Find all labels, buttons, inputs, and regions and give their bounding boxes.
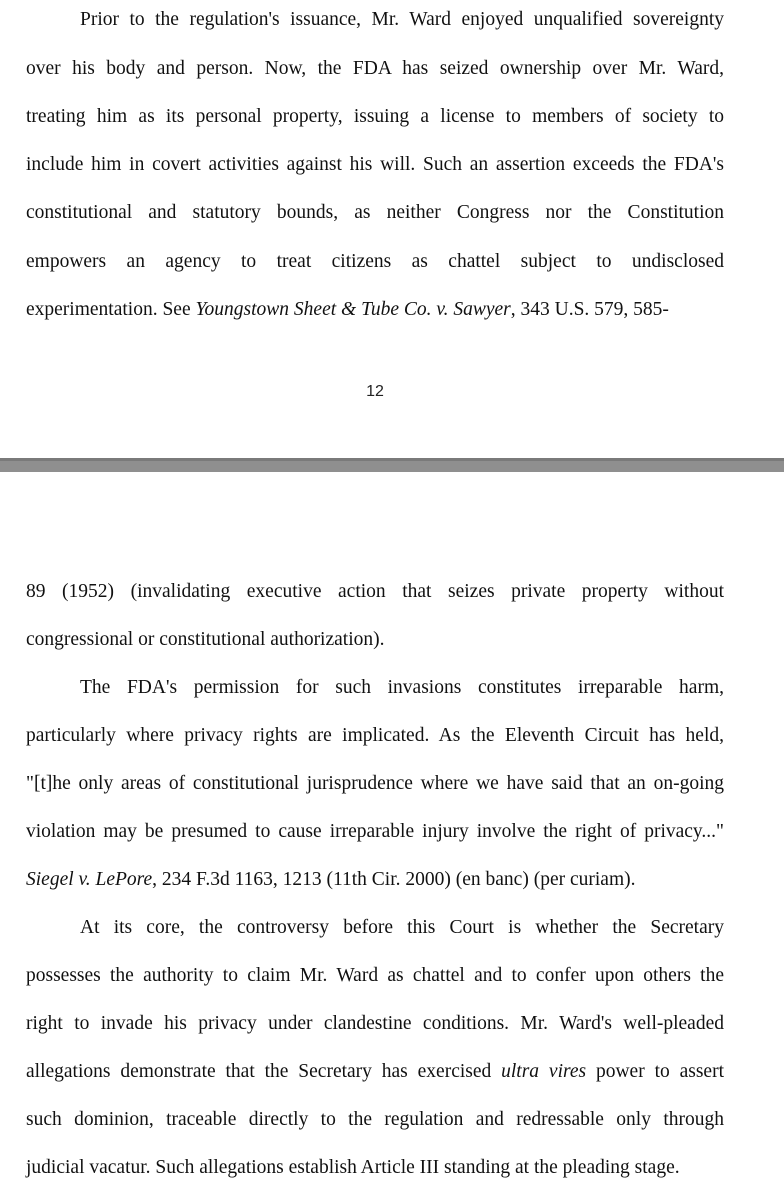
text-line: possesses the authority to claim Mr. Ward as chattel and to confer upon others the [26, 965, 724, 986]
text-line: violation may be presumed to cause irreparable injury involve the right of privacy..." [26, 821, 724, 842]
page-break-divider [0, 458, 784, 472]
text-line: constitutional and statutory bounds, as neither Congress nor the Constitution [26, 202, 724, 223]
text-line: include him in covert activities against his will. Such an assertion exceeds the FDA's [26, 154, 724, 175]
case-name-italic: Youngstown Sheet & Tube Co. v. Sawyer [195, 299, 511, 320]
text-line-citation [26, 298, 724, 322]
text-line: congressional or constitutional authorization). [26, 629, 385, 650]
text-run: experimentation. See [26, 299, 196, 320]
document-page-13 [0, 472, 784, 1200]
page-number: 12 [366, 383, 384, 400]
text-line: 89 (1952) (invalidating executive action that seizes private property without [26, 581, 724, 602]
text-line: Prior to the regulation's issuance, Mr. Ward enjoyed unqualified sovereignty [80, 9, 724, 30]
text-line: The FDA's permission for such invasions constitutes irreparable harm, [80, 677, 724, 698]
text-line: particularly where privacy rights are implicated. As the Eleventh Circuit has held, [26, 725, 724, 746]
text-line: right to invade his privacy under clandestine conditions. Mr. Ward's well-pleaded [26, 1013, 724, 1034]
text-line-ultra-vires [26, 1060, 724, 1084]
case-name-italic: Siegel v. LePore [26, 869, 153, 890]
text-line: over his body and person. Now, the FDA has seized ownership over Mr. Ward, [26, 58, 724, 79]
text-line: such dominion, traceable directly to the regulation and redressable only through [26, 1109, 724, 1130]
text-run: , 343 U.S. 579, 585- [510, 299, 669, 320]
text-line: judicial vacatur. Such allegations establish Article III standing at the pleading stage. [26, 1157, 680, 1178]
text-line: treating him as its personal property, issuing a license to members of society to [26, 106, 724, 127]
text-run: power to assert [586, 1061, 724, 1082]
document-page-12 [0, 0, 784, 458]
latin-term-italic: ultra vires [501, 1061, 587, 1082]
text-line-citation [26, 868, 724, 892]
text-run: , 234 F.3d 1163, 1213 (11th Cir. 2000) (en banc) (per curiam). [152, 869, 636, 890]
text-line: empowers an agency to treat citizens as chattel subject to undisclosed [26, 251, 724, 272]
text-line: "[t]he only areas of constitutional jurisprudence where we have said that an on-going [26, 773, 724, 794]
text-run: allegations demonstrate that the Secretary has exercised [26, 1061, 502, 1082]
text-line: At its core, the controversy before this Court is whether the Secretary [80, 917, 724, 938]
